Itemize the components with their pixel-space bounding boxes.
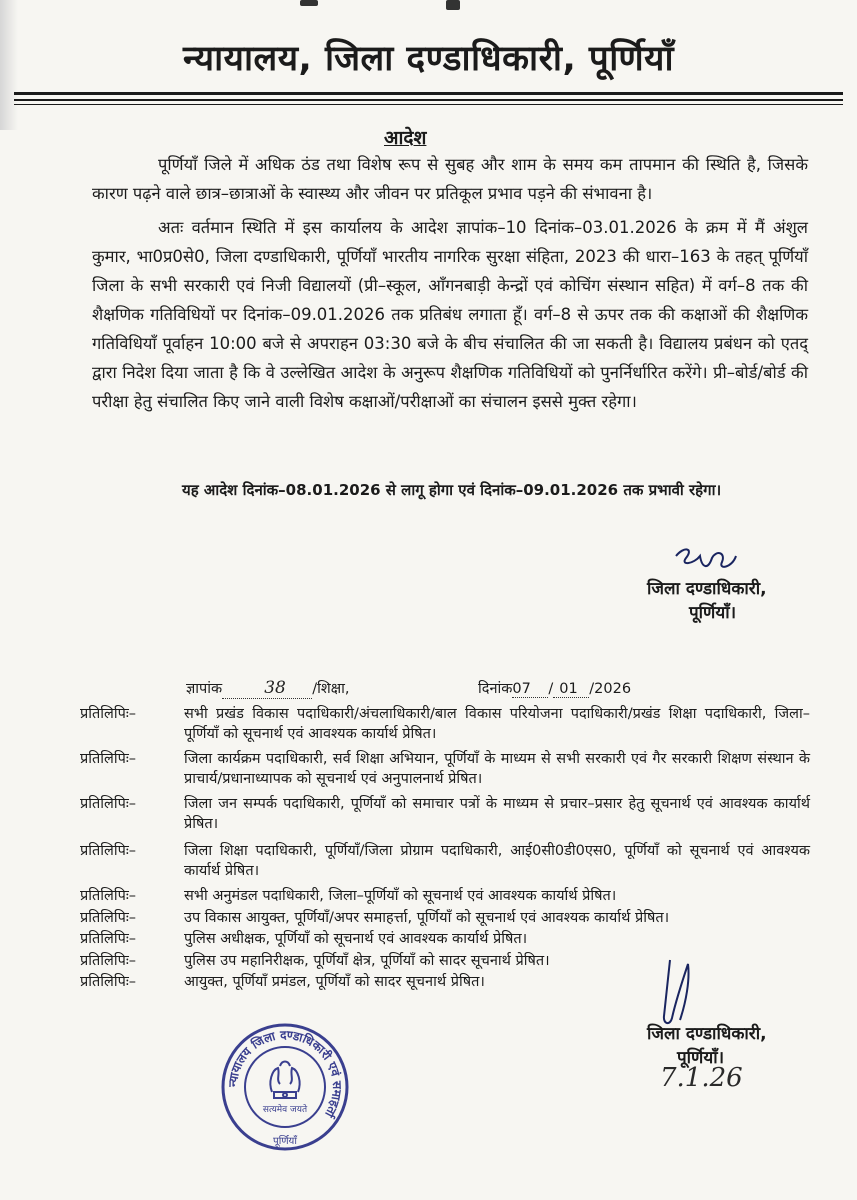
list-item	[80, 795, 810, 834]
signatory-place: पूर्णियाँ।	[689, 603, 737, 623]
signatory-place: पूर्णियाँ।	[677, 1048, 725, 1068]
memo-dept: /शिक्षा,	[312, 681, 350, 697]
copy-label: प्रतिलिपिः–	[80, 952, 137, 969]
copy-label: प्रतिलिपिः–	[80, 888, 137, 904]
seal-motto: सत्यमेव जयते	[262, 1105, 308, 1115]
header-rule	[14, 92, 843, 95]
list-item	[80, 842, 810, 881]
signatory-block-top	[647, 577, 767, 625]
copy-recipient: पुलिस उप महानिरीक्षक, पूर्णियाँ क्षेत्र, पूर्णियाँ को सादर सूचनार्थ प्रेषित।	[184, 952, 550, 969]
memo-reference	[186, 678, 349, 699]
copy-label: प्रतिलिपिः–	[80, 751, 137, 767]
copy-recipient: जिला शिक्षा पदाधिकारी, पूर्णियाँ/जिला प्रोग्राम पदाधिकारी, आई0सी0डी0एस0, पूर्णियाँ को सूचनार्थ एवं आवश्यक कार्यार्थ प्रेषित।	[184, 843, 810, 879]
memo-number: 38	[264, 678, 286, 698]
copy-recipient: सभी प्रखंड विकास पदाधिकारी/अंचलाधिकारी/बाल विकास परियोजना पदाधिकारी/प्रखंड शिक्षा पदाधिकारी, जिला–पूर्णियाँ को सूचनार्थ एवं आवश्यक कार्यार्थ प्रेषित।	[184, 706, 810, 742]
list-item	[80, 909, 810, 929]
copy-to-list	[80, 705, 810, 995]
list-item	[80, 930, 810, 950]
copy-label: प्रतिलिपिः–	[80, 909, 137, 926]
date-month: 01	[559, 681, 578, 697]
list-item	[80, 887, 810, 907]
copy-recipient: जिला कार्यक्रम पदाधिकारी, सर्व शिक्षा अभियान, पूर्णियाँ के माध्यम से सभी सरकारी एवं गैर सरकारी शिक्षण संस्थान के प्राचार्य/प्रधानाध्यापक को सूचनार्थ एवं अनुपालनार्थ प्रेषित।	[184, 751, 810, 787]
seal-place: पूर्णियाँ	[273, 1136, 297, 1147]
header-rule	[14, 104, 843, 105]
handwritten-date: 7.1.26	[660, 1063, 743, 1093]
list-item	[80, 705, 810, 744]
copy-recipient: आयुक्त, पूर्णियाँ प्रमंडल, पूर्णियाँ को सादर सूचनार्थ प्रेषित।	[184, 974, 485, 990]
order-title: आदेश	[384, 127, 427, 149]
list-item	[80, 750, 810, 789]
order-paragraph-1: पूर्णियाँ जिले में अधिक ठंड तथा विशेष रूप से सुबह और शाम के समय कम तापमान की स्थिति है, जिसके कारण पढ़ने वाले छात्र–छात्राओं के स्वास्थ्य और जीवन पर प्रतिकूल प्रभाव पड़ने की संभावना है।	[92, 155, 808, 203]
signature-scribble	[672, 542, 742, 578]
copy-label: प्रतिलिपिः–	[80, 931, 137, 947]
signatory-designation: जिला दण्डाधिकारी,	[647, 579, 767, 599]
copy-label: प्रतिलिपिः–	[80, 706, 137, 722]
order-paragraph-2: अतः वर्तमान स्थिति में इस कार्यालय के आदेश ज्ञापांक–10 दिनांक–03.01.2026 के क्रम में मैं अंशुल कुमार, भा0प्र0से0, जिला दण्डाधिकारी, पूर्णियाँ भारतीय नागरिक सुरक्षा संहिता, 2023 की धारा–163 के तहत् पूर्णियाँ जिला के सभी सरकारी एवं निजी विद्यालयों (प्री–स्कूल, आँगनबाड़ी केन्द्रों एवं कोचिंग संस्थान सहित) में वर्ग–8 तक की शैक्षणिक गतिविधियों पर दिनांक–09.01.2026 तक प्रतिबंध लगाता हूँ। वर्ग–8 से ऊपर तक की कक्षाओं की शैक्षणिक गतिविधियाँ पूर्वाहन 10:00 बजे से अपराहन 03:30 बजे के बीच संचालित की जा सकती है। विद्यालय प्रबंधन को एतद् द्वारा निदेश दिया जाता है कि वे उल्लेखित आदेश के अनुरूप शैक्षणिक गतिविधियों को पुनर्निर्धारित करेंगे। प्री–बोर्ड/बोर्ड की परीक्षा हेतु संचालित किए जाने वाली विशेष कक्षाओं/परीक्षाओं का संचालन इससे मुक्त रहेगा।	[92, 218, 808, 411]
copy-recipient: पुलिस अधीक्षक, पूर्णियाँ को सूचनार्थ एवं आवश्यक कार्यार्थ प्रेषित।	[184, 931, 528, 947]
signatory-designation: जिला दण्डाधिकारी,	[647, 1024, 767, 1044]
date-label: दिनांक	[478, 681, 513, 697]
official-seal-stamp	[220, 1022, 350, 1152]
copy-label: प्रतिलिपिः–	[80, 843, 137, 859]
office-title: न्यायालय, जिला दण्डाधिकारी, पूर्णियाँ	[182, 39, 675, 79]
effective-dates-line: यह आदेश दिनांक–08.01.2026 से लागू होगा एवं दिनांक–09.01.2026 तक प्रभावी रहेगा।	[182, 481, 722, 499]
memo-label: ज्ञापांक	[186, 681, 223, 697]
copy-recipient: उप विकास आयुक्त, पूर्णियाँ/अपर समाहर्त्ता, पूर्णियाँ को सूचनार्थ एवं आवश्यक कार्यार्थ प्रेषित।	[184, 909, 670, 926]
header-rule	[14, 99, 843, 101]
date-year: /2026	[589, 681, 632, 697]
memo-date: दिनांक07 / 01 /2026	[478, 681, 632, 697]
copy-recipient: जिला जन सम्पर्क पदाधिकारी, पूर्णियाँ को समाचार पत्रों के माध्यम से प्रचार–प्रसार हेतु सूचनार्थ एवं आवश्यक कार्यार्थ प्रेषित।	[184, 796, 810, 832]
copy-label: प्रतिलिपिः–	[80, 796, 137, 812]
letterhead-top-mark	[300, 0, 470, 14]
emblem-icon	[270, 1062, 299, 1099]
date-day: 07	[512, 681, 531, 697]
copy-label: प्रतिलिपिः–	[80, 974, 137, 990]
seal-ring-text: न्यायालय जिला दण्डाधिकारी एवं समाहर्ता	[225, 1027, 345, 1120]
copy-recipient: सभी अनुमंडल पदाधिकारी, जिला–पूर्णियाँ को सूचनार्थ एवं आवश्यक कार्यार्थ प्रेषित।	[184, 888, 617, 904]
